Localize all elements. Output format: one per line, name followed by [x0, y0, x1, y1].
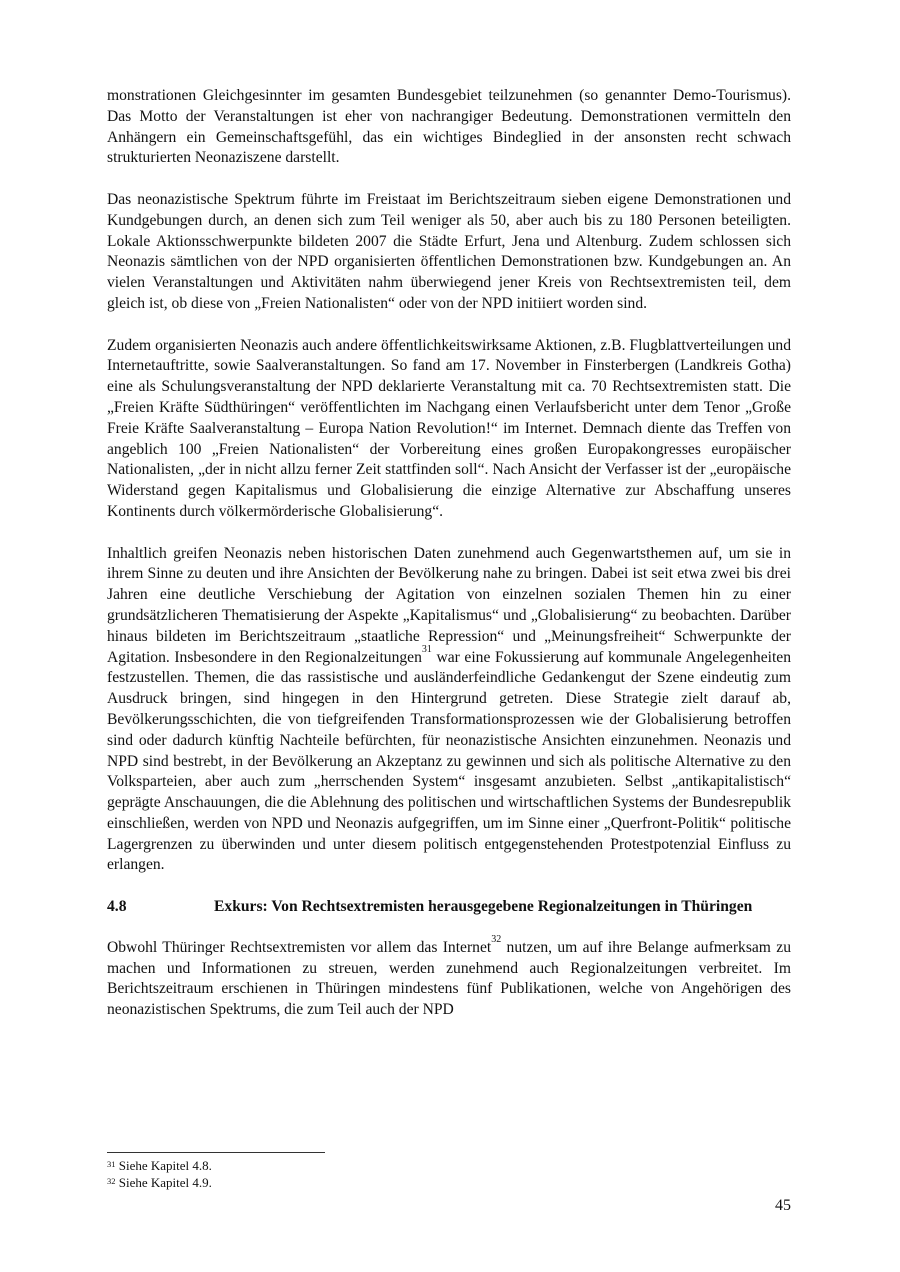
footnotes: [107, 1158, 791, 1191]
section-heading: [107, 897, 791, 918]
footnote-32: [107, 1175, 791, 1192]
footnote-ref-32[interactable]: 32: [491, 933, 502, 945]
body-text: [107, 86, 791, 1042]
paragraph-5: [107, 933, 791, 1021]
footnote-31: [107, 1158, 791, 1175]
paragraph-3: Zudem organisierten Neonazis auch andere öffentlichkeitswirksame Aktionen, z.B. Flugblattverteilungen und Internetauftritte, sowie Saalveranstaltungen. So fand am 17. November in Finsterbergen (Landkreis Gotha) eine als Schulungsveranstaltung der NPD deklarierte Veranstaltung mit ca. 70 Rechtsextremisten statt. Die „Freien Kräfte Südthüringen“ veröffentlichten im Nachgang einen Verlaufsbericht unter dem Tenor „Große Freie Kräfte Saalveranstaltung – Europa Nation Revolution!“ im Internet. Demnach diente das Treffen von angeblich 100 „Freien Nationalisten“ der Vorbereitung eines großen Europakongresses europäischer Nationalisten, „der in nicht allzu ferner Zeit stattfinden soll“. Nach Ansicht der Verfasser ist der „europäische Widerstand gegen Kapitalismus und Globalisierung die einzige Alternative zur Abschaffung unseres Kontinents durch völkermörderische Globalisierung“.: [107, 336, 791, 520]
footnote-separator: [107, 1152, 325, 1153]
footnote-number: 32: [107, 1175, 116, 1186]
paragraph-4-part-2: war eine Fokussierung auf kommunale Angelegenheiten festzustellen. Themen, die das rassistische und ausländerfeindliche Gedankengut der Szene eindeutig zum Ausdruck bringen, sind hingegen in den Hintergrund getreten. Diese Strategie zielt darauf ab, Bevölkerungsschichten, die von tiefgreifenden Transformationsprozessen wie der Globalisierung betroffen sind oder dadurch künftig Nachteile befürchten, für neonazistische Ansichten einzunehmen. Neonazis und NPD sind bestrebt, in der Bevölkerung an Akzeptanz zu gewinnen und sich als politische Alternative zu den Volksparteien, aber auch zum „herrschenden System“ insgesamt anzubieten. Selbst „antikapitalistisch“ geprägte Anschauungen, die die Ablehnung des politischen und wirtschaftlichen Systems der Bundesrepublik einschließen, werden von NPD und Neonazis aufgegriffen, um im Sinne einer „Querfront-Politik“ politische Lagergrenzen zu überwinden und unter diesem politisch entgegenstehenden Protestpotenzial Einfluss zu erlangen.: [107, 648, 792, 874]
paragraph-4: [107, 544, 791, 877]
footnote-text: Siehe Kapitel 4.8.: [118, 1158, 212, 1173]
paragraph-1: monstrationen Gleichgesinnter im gesamten Bundesgebiet teilzunehmen (so genannter Demo-Tourismus). Das Motto der Veranstaltungen ist eher von nachrangiger Bedeutung. Demonstrationen vermitteln den Anhängern ein Gemeinschaftsgefühl, das ein wichtiges Bindeglied in der ansonsten recht schwach strukturierten Neonaziszene darstellt.: [107, 87, 791, 167]
section-number: 4.8: [107, 898, 127, 916]
footnote-ref-31[interactable]: 31: [421, 643, 432, 655]
paragraph-5-part-2: nutzen, um auf ihre Belange aufmerksam zu machen und Informationen zu streuen, werden zunehmend auch Regionalzeitungen verbreitet. Im Berichtszeitraum erschienen in Thüringen mindestens fünf Publikationen, welche von Angehörigen des neonazistischen Spektrums, die zum Teil auch der NPD: [107, 938, 791, 1019]
paragraph-5-part-1: Obwohl Thüringer Rechtsextremisten vor allem das Internet: [107, 938, 492, 956]
footnote-number: 31: [107, 1159, 116, 1169]
page-number: 45: [775, 1197, 791, 1214]
paragraph-2: Das neonazistische Spektrum führte im Freistaat im Berichtszeitraum sieben eigene Demonstrationen und Kundgebungen durch, an denen sich zum Teil weniger als 50, aber auch bis zu 180 Personen beteiligten. Lokale Aktionsschwerpunkte bildeten 2007 die Städte Erfurt, Jena und Altenburg. Zudem schlossen sich Neonazis sämtlichen von der NPD organisierten öffentlichen Demonstrationen bzw. Kundgebungen an. An vielen Veranstaltungen und Aktivitäten nahm überwiegend jener Kreis von Rechtsextremisten teil, dem gleich ist, ob diese von „Freien Nationalisten“ oder von der NPD initiiert worden sind.: [107, 190, 791, 312]
footnote-text: Siehe Kapitel 4.9.: [118, 1174, 212, 1190]
paragraph-4-part-1: Inhaltlich greifen Neonazis neben historischen Daten zunehmend auch Gegenwartsthemen auf, um sie in ihrem Sinne zu deuten und ihre Ansichten der Bevölkerung nahe zu bringen. Dabei ist seit etwa zwei bis drei Jahren eine deutliche Verschiebung der Agitation von einzelnen sozialen Themen hin zu einer grundsätzlicheren Thematisierung der Aspekte „Kapitalismus“ und „Globalisierung“ zu beobachten. Darüber hinaus bildeten im Berichtszeitraum „staatliche Repression“ und „Meinungsfreiheit“ Schwerpunkte der Agitation. Insbesondere in den Regionalzeitungen: [107, 544, 791, 666]
section-title: Exkurs: Von Rechtsextremisten herausgegebene Regionalzeitungen in Thüringen: [214, 898, 753, 916]
